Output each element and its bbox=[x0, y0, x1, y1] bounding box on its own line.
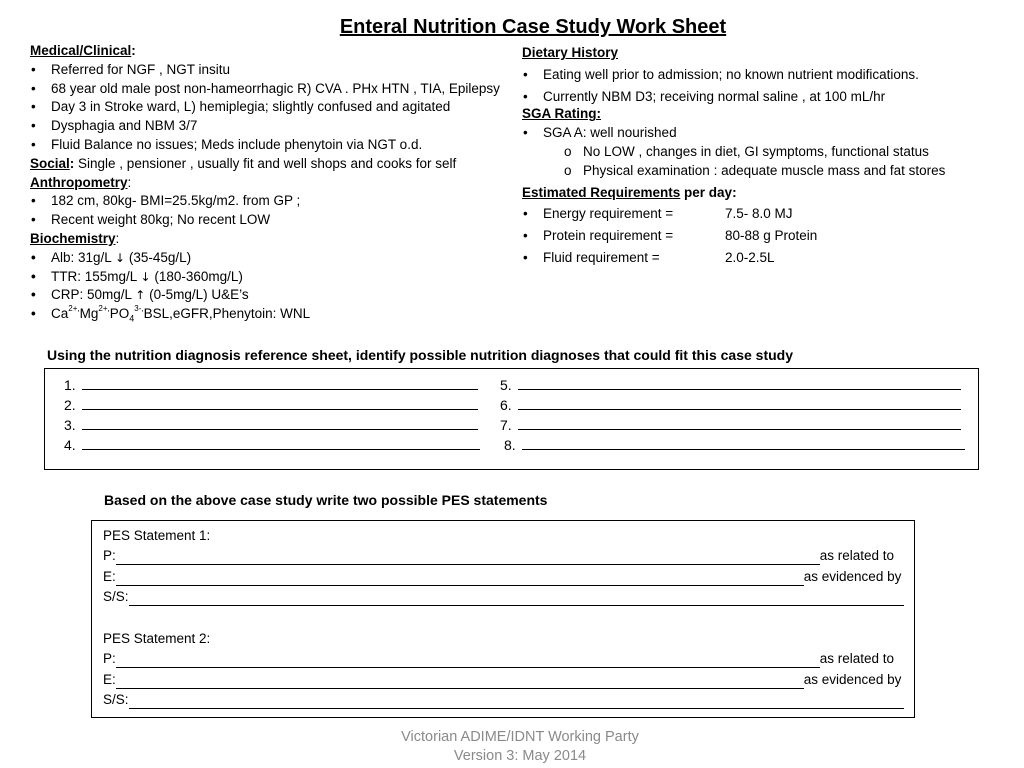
list-item: • Day 3 in Stroke ward, L) hemiplegia; slightly confused and agitated bbox=[30, 98, 500, 117]
sga-subitem: o No LOW , changes in diet, GI symptoms, functional status bbox=[522, 143, 1002, 162]
left-column bbox=[30, 42, 500, 324]
list-item: • Currently NBM D3; receiving normal saline , at 100 mL/hr bbox=[522, 88, 1002, 107]
pes-instruction: Based on the above case study write two possible PES statements bbox=[104, 492, 548, 508]
pes-box bbox=[91, 520, 915, 718]
biochemistry-heading: Biochemistry: bbox=[30, 230, 120, 246]
sga-subitem: o Physical examination : adequate muscle mass and fat stores bbox=[522, 162, 1002, 181]
diagnosis-line-3[interactable]: 3. bbox=[64, 415, 478, 435]
pes-1-problem-line[interactable]: P: as related to bbox=[103, 548, 895, 563]
pes-2-problem-line[interactable]: P: as related to bbox=[103, 651, 895, 666]
down-arrow-icon: ↓ bbox=[115, 250, 126, 265]
list-item: • SGA A: well nourished bbox=[522, 124, 1002, 143]
diagnosis-line-2[interactable]: 2. bbox=[64, 395, 478, 415]
medical-list bbox=[30, 61, 500, 155]
anthropometry-heading: Anthropometry: bbox=[30, 174, 132, 190]
list-item: • 68 year old male post non-hameorrhagic R) CVA . PHx HTN , TIA, Epilepsy bbox=[30, 80, 500, 99]
diagnosis-line-6[interactable]: 6. bbox=[500, 395, 961, 415]
diagnosis-instruction: Using the nutrition diagnosis reference sheet, identify possible nutrition diagnoses that could fit this case study bbox=[47, 347, 793, 363]
footer-line-1: Victorian ADIME/IDNT Working Party bbox=[401, 729, 639, 745]
list-item: • Alb: 31g/L ↓ (35-45g/L) bbox=[30, 249, 500, 268]
list-item: • Referred for NGF , NGT insitu bbox=[30, 61, 500, 80]
list-item: • Dysphagia and NBM 3/7 bbox=[30, 117, 500, 136]
social-line: Social: Single , pensioner , usually fit and well shops and cooks for self bbox=[30, 155, 457, 171]
pes-2-title: PES Statement 2: bbox=[103, 631, 211, 646]
requirements-list bbox=[522, 205, 1002, 267]
sga-list bbox=[522, 124, 1002, 143]
medical-heading: Medical/Clinical: bbox=[30, 43, 136, 58]
diagnosis-line-7[interactable]: 7. bbox=[500, 415, 961, 435]
anthropometry-list bbox=[30, 192, 500, 230]
list-item: • Energy requirement = 7.5- 8.0 MJ bbox=[522, 205, 1002, 224]
dietary-heading: Dietary History bbox=[522, 45, 619, 60]
list-item: • Fluid Balance no issues; Meds include phenytoin via NGT o.d. bbox=[30, 136, 500, 155]
pes-1-title: PES Statement 1: bbox=[103, 528, 211, 543]
list-item: • CRP: 50mg/L ↑ (0-5mg/L) U&E’s bbox=[30, 286, 500, 305]
pes-1-etiology-line[interactable]: E: as evidenced by bbox=[103, 569, 902, 584]
diagnosis-line-1[interactable]: 1. bbox=[64, 375, 478, 395]
pes-2-signs-line[interactable]: S/S: bbox=[103, 690, 904, 709]
list-item: • $Ca^{2+,}Mg^{2+,}PO_4^{3-,}BSL,eGFR,Phenytoin$: WNL bbox=[30, 305, 500, 324]
requirements-heading: Estimated Requirements per day: bbox=[522, 184, 737, 200]
diagnosis-line-4[interactable]: 4. bbox=[64, 435, 480, 455]
list-item: • Recent weight 80kg; No recent LOW bbox=[30, 211, 500, 230]
diagnosis-line-5[interactable]: 5. bbox=[500, 375, 961, 395]
footer bbox=[330, 728, 710, 766]
sga-heading: SGA Rating: bbox=[522, 106, 601, 122]
pes-2-etiology-line[interactable]: E: as evidenced by bbox=[103, 672, 902, 687]
list-item: • Protein requirement = 80-88 g Protein bbox=[522, 227, 1002, 246]
dietary-list bbox=[522, 66, 1002, 107]
diagnosis-line-8[interactable]: 8. bbox=[504, 435, 965, 455]
list-item: • 182 cm, 80kg- BMI=25.5kg/m2. from GP ; bbox=[30, 192, 500, 211]
pes-1-signs-line[interactable]: S/S: bbox=[103, 587, 904, 606]
list-item: • TTR: 155mg/L ↓ (180-360mg/L) bbox=[30, 268, 500, 287]
list-item: • Fluid requirement = 2.0-2.5L bbox=[522, 249, 1002, 268]
right-column bbox=[522, 44, 1002, 271]
down-arrow-icon: ↓ bbox=[140, 269, 151, 284]
list-item: • Eating well prior to admission; no known nutrient modifications. bbox=[522, 66, 1002, 85]
footer-line-2: Version 3: May 2014 bbox=[453, 748, 587, 764]
up-arrow-icon: ↑ bbox=[135, 288, 146, 303]
diagnosis-box bbox=[44, 368, 979, 470]
page-title: Enteral Nutrition Case Study Work Sheet bbox=[339, 16, 727, 38]
biochemistry-list bbox=[30, 249, 500, 324]
